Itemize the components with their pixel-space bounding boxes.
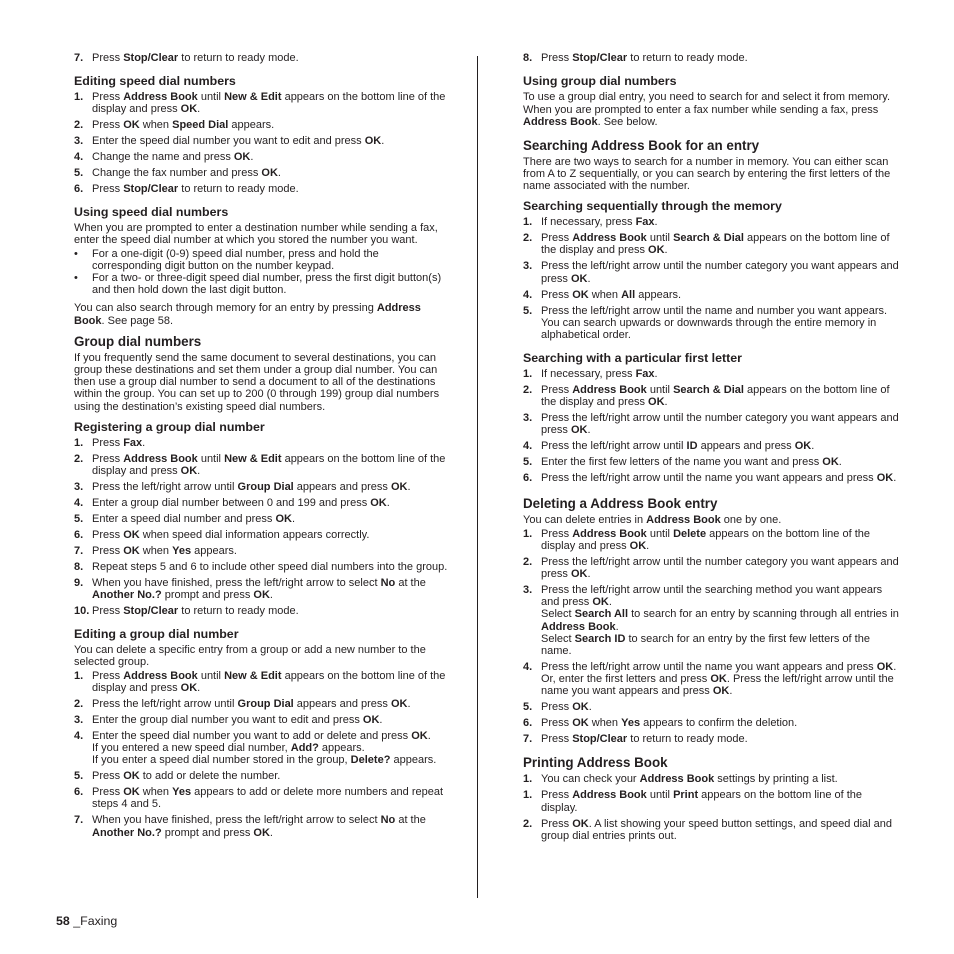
step: 5. Press the left/right arrow until the name and number you want appears. You can search upwards or downwards through the entire memory in alphabetical order. — [523, 304, 888, 342]
section-heading: Searching Address Book for an entry — [523, 137, 760, 153]
step: 4. Press OK when All appears. — [523, 288, 682, 301]
paragraph: To use a group dial entry, you need to search for and select it from memory. — [523, 91, 891, 103]
step: 3. Press the left/right arrow until Group Dial appears and press OK. — [74, 481, 411, 494]
step: 2. Press Address Book until Search & Dial appears on the bottom line of the display and press OK. — [523, 232, 890, 257]
step: 2. Press Address Book until Search & Dial appears on the bottom line of the display and press OK. — [523, 384, 890, 409]
step: 3. Press the left/right arrow until the searching method you want appears and press OK. Select Search All to search for an entry by scanning through all entries in Address Book. Select Search ID to search for an entry by the first few letters of the name. — [523, 584, 899, 658]
paragraph: You can delete entries in Address Book one by one. — [523, 514, 782, 527]
step: 9. When you have finished, press the left/right arrow to select No at the Another No.? prompt and press OK. — [74, 577, 426, 602]
step: 7. Press Stop/Clear to return to ready mode. — [523, 733, 748, 746]
bullet-item: • For a two- or three-digit speed dial number, press the first digit button(s) and then hold down the last digit button. — [74, 272, 442, 297]
page-number: 58 — [56, 914, 70, 928]
step: 4. Change the name and press OK. — [74, 151, 254, 164]
column-divider — [477, 56, 478, 898]
step: 5. Enter the first few letters of the name you want and press OK. — [523, 456, 842, 469]
step: 2. Press OK. A list showing your speed button settings, and speed dial and group dial entries prints out. — [523, 817, 893, 842]
step: 1. Press Address Book until New & Edit appears on the bottom line of the display and press OK. — [74, 91, 446, 116]
page-footer — [56, 914, 117, 928]
step: 3. Press the left/right arrow until the number category you want appears and press OK. — [523, 260, 899, 285]
step: 2. Press the left/right arrow until Group Dial appears and press OK. — [74, 697, 411, 710]
step: 4. Press the left/right arrow until the name you want appears and press OK. Or, enter the first letters and press OK. Press the left/right arrow until the name you want appears and press OK. — [523, 661, 897, 698]
paragraph: There are two ways to search for a number in memory. You can either scan from A to Z sequentially, or you can search by entering the first letters of the name associated with the number. — [523, 155, 891, 193]
section-heading: Printing Address Book — [523, 755, 668, 771]
section-heading: Editing a group dial number — [74, 627, 239, 642]
step: 6. Press OK when Yes appears to add or delete more numbers and repeat steps 4 and 5. — [74, 786, 444, 811]
step: 1. If necessary, press Fax. — [523, 216, 658, 229]
step: 8. Press Stop/Clear to return to ready mode. — [523, 52, 748, 64]
step: 8. Repeat steps 5 and 6 to include other speed dial numbers into the group. — [74, 561, 448, 574]
bullet-item: • For a one-digit (0-9) speed dial number, press and hold the corresponding digit button on the number keypad. — [74, 247, 379, 272]
section-heading: Deleting a Address Book entry — [523, 496, 718, 512]
step: 6. Press Stop/Clear to return to ready mode. — [74, 183, 299, 196]
section-heading: Registering a group dial number — [74, 419, 265, 434]
step: 1. Press Address Book until New & Edit appears on the bottom line of the display and press OK. — [74, 669, 446, 694]
section-name: _Faxing — [69, 914, 118, 928]
left-column — [74, 52, 450, 843]
step: 4. Enter a group dial number between 0 and 199 and press OK. — [74, 497, 390, 510]
section-heading: Editing speed dial numbers — [74, 74, 236, 88]
paragraph: When you are prompted to enter a fax number while sending a fax, press Address Book. See below. — [523, 104, 879, 129]
step: 5. Change the fax number and press OK. — [74, 167, 281, 180]
step: 1. If necessary, press Fax. — [523, 368, 658, 381]
section-heading: Searching sequentially through the memory — [523, 199, 782, 214]
section-heading: Group dial numbers — [74, 333, 202, 349]
section-heading: Using speed dial numbers — [74, 205, 229, 220]
paragraph: You can delete a specific entry from a group or add a new number to the selected group. — [74, 644, 426, 669]
step: 1. Press Address Book until Delete appears on the bottom line of the display and press OK. — [523, 527, 870, 552]
step: 4. Press the left/right arrow until ID appears and press OK. — [523, 440, 815, 453]
step: 1. Press Fax. — [74, 436, 146, 449]
step: 1. You can check your Address Book settings by printing a list. — [523, 773, 838, 786]
right-column — [523, 52, 899, 846]
section-heading: Using group dial numbers — [523, 74, 677, 88]
step: 1. Press Address Book until Print appears on the bottom line of the display. — [523, 789, 863, 814]
step: 2. Press the left/right arrow until the number category you want appears and press OK. — [523, 555, 899, 581]
step: 7. Press OK when Yes appears. — [74, 545, 237, 558]
paragraph: When you are prompted to enter a destination number while sending a fax, enter the speed dial number at which you stored the number you want. — [74, 222, 438, 247]
step: 3. Enter the group dial number you want to edit and press OK. — [74, 713, 383, 726]
step: 7. Press Stop/Clear to return to ready mode. — [74, 52, 299, 64]
step: 2. Press OK when Speed Dial appears. — [74, 119, 275, 132]
paragraph: You can also search through memory for an entry by pressing Address Book. See page 58. — [74, 302, 421, 327]
step: 2. Press Address Book until New & Edit appears on the bottom line of the display and press OK. — [74, 452, 446, 478]
step: 10. Press Stop/Clear to return to ready mode. — [74, 605, 299, 618]
step: 4. Enter the speed dial number you want to add or delete and press OK. If you entered a new speed dial number, Add? appears. If you enter a speed dial number stored in the group, Delete? appears. — [74, 729, 437, 767]
step: 3. Enter the speed dial number you want to edit and press OK. — [74, 135, 385, 148]
step: 5. Enter a speed dial number and press OK. — [74, 513, 296, 526]
step: 6. Press OK when speed dial information appears correctly. — [74, 529, 370, 542]
step: 7. When you have finished, press the left/right arrow to select No at the Another No.? prompt and press OK. — [74, 814, 426, 839]
section-heading: Searching with a particular first letter — [523, 351, 742, 366]
step: 6. Press OK when Yes appears to confirm the deletion. — [523, 717, 798, 730]
step: 5. Press OK to add or delete the number. — [74, 770, 281, 783]
step: 5. Press OK. — [523, 701, 592, 714]
step: 3. Press the left/right arrow until the number category you want appears and press OK. — [523, 412, 899, 437]
paragraph: If you frequently send the same document to several destinations, you can group these destinations and set them under a group dial number. You can then use a group dial number to send a document to all of the destinations within the group. You can set up to 200 (0 through 199) group dial numbers using the destination’s existing speed dial numbers. — [74, 351, 440, 413]
step: 6. Press the left/right arrow until the name you want appears and press OK. — [523, 472, 897, 485]
